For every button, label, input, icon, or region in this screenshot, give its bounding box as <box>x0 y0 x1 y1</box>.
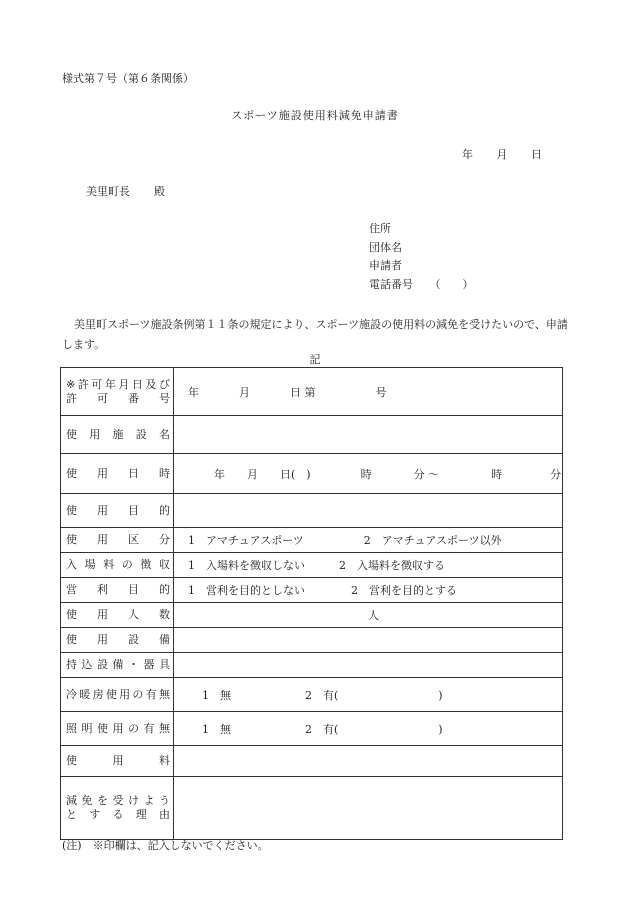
applicant-name-label: 申請者 <box>369 259 402 272</box>
table-row <box>61 746 563 777</box>
row-value[interactable] <box>174 678 563 712</box>
row-value[interactable] <box>174 603 563 628</box>
addressee-name: 美里町長 <box>86 185 130 198</box>
table-row <box>61 454 563 494</box>
row-value[interactable] <box>174 494 563 528</box>
row-label: 営 利 目 的 <box>61 578 174 603</box>
value-text: 月 <box>239 385 250 399</box>
row-value[interactable] <box>174 578 563 603</box>
value-text: 2 有( <box>305 688 339 702</box>
value-text: 年 <box>214 467 225 481</box>
value-text: 時 <box>360 467 372 481</box>
value-text: ) <box>438 722 443 736</box>
table-row <box>61 777 563 840</box>
row-value[interactable] <box>174 454 563 494</box>
value-text: 日( ) <box>280 467 311 481</box>
addressee <box>86 183 165 199</box>
applicant-phone-label: 電話番号 （ ） <box>369 278 474 291</box>
label-line: 許 可 番 号 <box>66 391 170 405</box>
value-text: 1 無 <box>202 722 231 736</box>
table-row <box>61 368 563 416</box>
application-table <box>60 367 563 840</box>
date-year: 年 <box>462 148 473 161</box>
value-text: 2 営利を目的とする <box>351 584 457 597</box>
table-row <box>61 578 563 603</box>
row-value[interactable] <box>174 528 563 553</box>
value-text: 日 第 <box>290 385 316 399</box>
row-value[interactable] <box>174 712 563 746</box>
table-row <box>61 712 563 746</box>
row-label: 使 用 目 的 <box>61 494 174 528</box>
value-text: 号 <box>375 385 387 399</box>
value-text: 人 <box>368 609 379 622</box>
addressee-honorific: 殿 <box>154 185 165 198</box>
row-label: 冷 暖 房 使 用 の 有 無 <box>61 678 174 712</box>
table-row <box>61 653 563 678</box>
table-row <box>61 416 563 454</box>
label-line: 減 免 を 受 け よ う <box>66 794 170 807</box>
row-value[interactable] <box>174 628 563 653</box>
value-text: 1 アマチュアスポーツ <box>188 534 304 547</box>
date-day: 日 <box>531 148 542 161</box>
table-row <box>61 628 563 653</box>
value-text: 2 入場料を徴収する <box>339 559 445 572</box>
table-row <box>61 553 563 578</box>
form-number: 様式第７号（第６条関係） <box>62 72 194 85</box>
row-label: 使 用 区 分 <box>61 528 174 553</box>
value-text: 年 <box>188 385 199 399</box>
value-text: ) <box>438 688 443 702</box>
label-line: ※ 許 可 年 月 日 及 び <box>66 377 170 391</box>
value-text: 1 入場料を徴収しない <box>188 559 305 572</box>
row-label <box>61 777 174 840</box>
value-text: 分 ～ <box>413 467 440 481</box>
value-text: 分 <box>550 467 562 481</box>
row-value[interactable] <box>174 368 563 416</box>
applicant-group-label: 団体名 <box>369 241 402 254</box>
applicant-address-label: 住所 <box>369 222 391 235</box>
row-label <box>61 368 174 416</box>
row-value[interactable] <box>174 653 563 678</box>
row-label: 使 用 施 設 名 <box>61 416 174 454</box>
label-line: と す る 理 由 <box>66 808 170 821</box>
value-text: 月 <box>247 467 258 481</box>
row-value[interactable] <box>174 553 563 578</box>
date-month: 月 <box>496 148 508 161</box>
note: (注) ※印欄は、記入しないでください。 <box>62 839 269 852</box>
table-row <box>61 528 563 553</box>
row-label: 使 用 人 数 <box>61 603 174 628</box>
table-row <box>61 494 563 528</box>
row-label: 使 用 設 備 <box>61 628 174 653</box>
row-value[interactable] <box>174 416 563 454</box>
body-text: 美里町スポーツ施設条例第１１条の規定により、スポーツ施設の使用料の減免を受けたいので、申請します。 <box>62 318 568 351</box>
value-text: 1 無 <box>202 688 231 702</box>
row-label: 使 用 日 時 <box>61 454 174 494</box>
date-line <box>462 146 562 162</box>
row-label: 使 用 料 <box>61 746 174 777</box>
value-text: 2 有( <box>305 722 339 736</box>
row-label: 照 明 使 用 の 有 無 <box>61 712 174 746</box>
value-text: 2 アマチュアスポーツ以外 <box>363 534 502 547</box>
row-label: 入 場 料 の 徴 収 <box>61 553 174 578</box>
value-text: 1 営利を目的としない <box>188 584 305 597</box>
document-title: スポーツ施設使用料減免申請書 <box>231 109 399 122</box>
row-value[interactable] <box>174 746 563 777</box>
row-value[interactable] <box>174 777 563 840</box>
row-label: 持 込 設 備 ・ 器 具 <box>61 653 174 678</box>
value-text: 時 <box>491 467 503 481</box>
table-row <box>61 603 563 628</box>
table-row <box>61 678 563 712</box>
ki-label: 記 <box>309 353 321 366</box>
